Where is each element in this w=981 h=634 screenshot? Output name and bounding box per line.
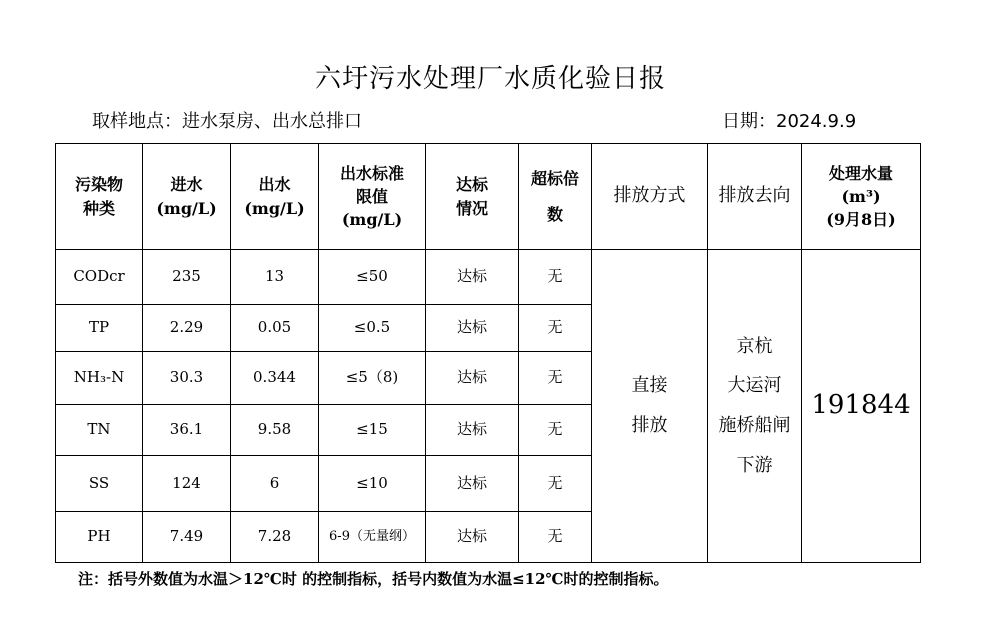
status-value: 达标	[426, 305, 519, 352]
header-outflow: 出水 (mg/L)	[231, 144, 319, 250]
inflow-value: 7.49	[143, 512, 231, 563]
exceed-value: 无	[519, 250, 592, 305]
inflow-value: 2.29	[143, 305, 231, 352]
exceed-value: 无	[519, 352, 592, 405]
limit-value: ≤10	[319, 456, 426, 512]
header-pollutant: 污染物 种类	[56, 144, 143, 250]
limit-value: ≤50	[319, 250, 426, 305]
table-row	[56, 250, 921, 305]
discharge-method-value: 直接 排放	[592, 250, 708, 563]
header-inflow: 进水 (mg/L)	[143, 144, 231, 250]
status-value: 达标	[426, 456, 519, 512]
header-limit: 出水标准 限值 (mg/L)	[319, 144, 426, 250]
inflow-value: 30.3	[143, 352, 231, 405]
status-value: 达标	[426, 352, 519, 405]
limit-value: ≤15	[319, 405, 426, 456]
pollutant-name: TP	[56, 305, 143, 352]
pollutant-name: NH₃-N	[56, 352, 143, 405]
outflow-value: 0.05	[231, 305, 319, 352]
outflow-value: 9.58	[231, 405, 319, 456]
inflow-value: 235	[143, 250, 231, 305]
water-quality-table	[55, 143, 921, 563]
outflow-value: 7.28	[231, 512, 319, 563]
discharge-dest-value: 京杭 大运河 施桥船闸 下游	[708, 250, 802, 563]
limit-value: ≤5（8)	[319, 352, 426, 405]
status-value: 达标	[426, 405, 519, 456]
status-value: 达标	[426, 250, 519, 305]
inflow-value: 124	[143, 456, 231, 512]
outflow-value: 6	[231, 456, 319, 512]
limit-value: ≤0.5	[319, 305, 426, 352]
sample-location: 取样地点：进水泵房、出水总排口	[92, 111, 362, 132]
inflow-value: 36.1	[143, 405, 231, 456]
exceed-value: 无	[519, 456, 592, 512]
exceed-value: 无	[519, 512, 592, 563]
header-discharge-method: 排放方式	[592, 144, 708, 250]
header-status: 达标 情况	[426, 144, 519, 250]
report-date: 日期：2024.9.9	[722, 111, 857, 132]
report-title: 六圩污水处理厂水质化验日报	[314, 64, 666, 94]
pollutant-name: CODcr	[56, 250, 143, 305]
exceed-value: 无	[519, 305, 592, 352]
pollutant-name: PH	[56, 512, 143, 563]
exceed-value: 无	[519, 405, 592, 456]
status-value: 达标	[426, 512, 519, 563]
header-volume: 处理水量 (m³) (9月8日)	[802, 144, 921, 250]
footnote: 注：括号外数值为水温＞12℃时 的控制指标，括号内数值为水温≤12℃时的控制指标。	[78, 570, 669, 588]
header-exceed: 超标倍 数	[519, 144, 592, 250]
pollutant-name: TN	[56, 405, 143, 456]
header-row	[56, 144, 921, 250]
outflow-value: 13	[231, 250, 319, 305]
header-discharge-dest: 排放去向	[708, 144, 802, 250]
pollutant-name: SS	[56, 456, 143, 512]
limit-value: 6-9（无量纲）	[319, 512, 426, 563]
outflow-value: 0.344	[231, 352, 319, 405]
volume-value: 191844	[802, 250, 921, 563]
